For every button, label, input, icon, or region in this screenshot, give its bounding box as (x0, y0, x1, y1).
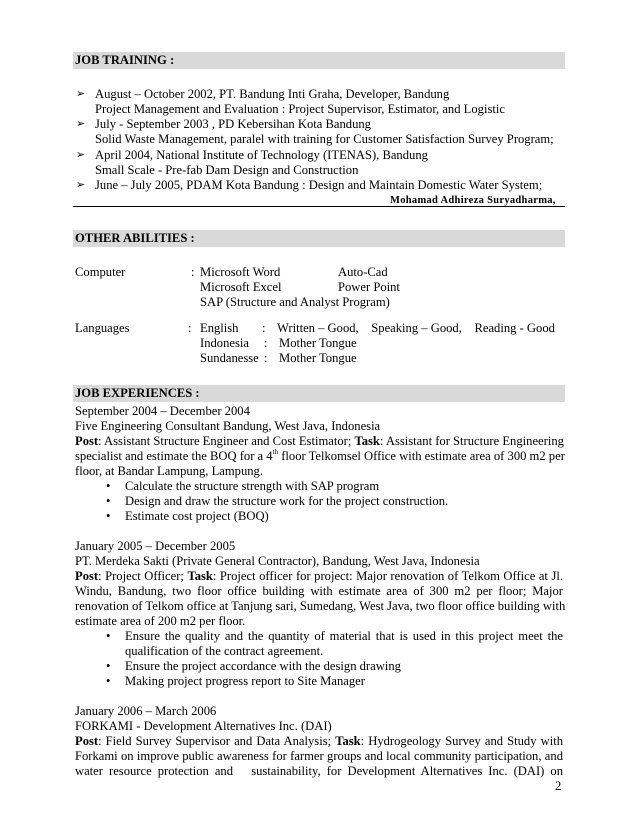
exp1-line2a: specialist and estimate the BOQ for a 4 (75, 449, 273, 463)
language-name: Indonesia (200, 336, 249, 350)
job-experiences-heading: JOB EXPERIENCES : (75, 386, 200, 400)
training-item-4-line1: June – July 2005, PDAM Kota Bandung : Design and Maintain Domestic Water System; (95, 178, 543, 192)
exp1-line2b: floor Telkomsel Office with estimate area of 300 m2 per (278, 449, 565, 463)
exp2-line4: estimate area of 200 m2 per floor. (75, 614, 246, 628)
bullet-icon: • (106, 494, 111, 508)
post-label: Post (75, 734, 99, 748)
language-name: English (200, 321, 239, 335)
exp1-line2 (75, 449, 563, 464)
exp1-company: Five Engineering Consultant Bandung, West Java, Indonesia (75, 419, 381, 433)
exp2-period: January 2005 – December 2005 (75, 539, 236, 553)
language-sep: : (264, 336, 268, 350)
exp1-superscript: th (272, 448, 279, 456)
task-label: Task (354, 434, 380, 448)
job-experiences-heading-bar (73, 385, 565, 402)
task-text: : Project officer for project: Major renovation of Telkom Office at Jl. (212, 569, 563, 583)
exp1-line3: floor, at Bandar Lampung, Lampung. (75, 464, 264, 478)
bullet-icon: • (106, 659, 111, 673)
exp3-period: January 2006 – March 2006 (75, 704, 217, 718)
exp1-bullet: Design and draw the structure work for the project construction. (125, 494, 449, 508)
divider (73, 206, 565, 207)
post-label: Post (75, 569, 99, 583)
bullet-icon: • (106, 479, 111, 493)
exp2-bullet2: Ensure the project accordance with the design drawing (125, 659, 401, 673)
exp2-bullet1a: Ensure the quality and the quantity of material that is used in this project meet the (125, 629, 563, 643)
languages-label: Languages (75, 321, 130, 335)
exp2-company: PT. Merdeka Sakti (Private General Contractor), Bandung, West Java, Indonesia (75, 554, 480, 568)
exp3-line2: Forkami on improve public awareness for farmer groups and local community participation, and (75, 749, 563, 763)
exp3-line3: water resource protection and sustainability, for Development Alternatives Inc. (DAI) on (75, 764, 563, 778)
arrow-bullet-icon: ➢ (76, 179, 86, 191)
other-abilities-heading: OTHER ABILITIES : (75, 231, 195, 245)
post-text: : Assistant Structure Engineer and Cost Estimator; (98, 434, 355, 448)
arrow-bullet-icon: ➢ (76, 149, 86, 161)
training-item-2-line1: July - September 2003 , PD Kebersihan Kota Bandung (95, 117, 371, 131)
job-training-heading-bar (73, 52, 565, 69)
exp2-bullet3: Making project progress report to Site Manager (125, 674, 365, 688)
task-label: Task (187, 569, 213, 583)
exp1-bullet: Calculate the structure strength with SAP program (125, 479, 380, 493)
exp3-company: FORKAMI - Development Alternatives Inc. (DAI) (75, 719, 332, 733)
computer-skill: SAP (Structure and Analyst Program) (200, 295, 390, 309)
bullet-icon: • (106, 674, 111, 688)
arrow-bullet-icon: ➢ (76, 118, 86, 130)
language-level: Mother Tongue (279, 351, 357, 365)
exp2-post-line (75, 569, 563, 584)
training-item-2-line2: Solid Waste Management, paralel with training for Customer Satisfaction Survey Program; (95, 132, 554, 146)
task-text: : Assistant for Structure Engineering (379, 434, 564, 448)
language-sep: : (262, 321, 266, 335)
language-level: Written – Good, Speaking – Good, Reading - Good (277, 321, 555, 335)
signature-name: Mohamad Adhireza Suryadharma, (390, 195, 556, 206)
language-sep: : (264, 351, 268, 365)
exp2-line3: renovation of Telkom office at Tanjung sari, Sumedang, West Java, two floor office building with (75, 599, 566, 613)
bullet-icon: • (106, 509, 111, 523)
exp2-bullet1b: qualification of the contract agreement. (125, 644, 324, 658)
arrow-bullet-icon: ➢ (76, 88, 86, 100)
other-abilities-heading-bar (73, 230, 565, 247)
computer-skill: Microsoft Word (200, 265, 281, 279)
post-text: : Field Survey Supervisor and Data Analysis; (98, 734, 336, 748)
computer-skill: Power Point (338, 280, 400, 294)
training-item-1-line1: August – October 2002, PT. Bandung Inti Graha, Developer, Bandung (95, 87, 450, 101)
exp1-period: September 2004 – December 2004 (75, 404, 250, 418)
task-text: : Hydrogeology Survey and Study with (360, 734, 564, 748)
exp1-post-line (75, 434, 563, 449)
job-training-heading: JOB TRAINING : (75, 53, 175, 67)
exp2-line2: Windu, Bandung, two floor office building with estimate area of 300 m2 per floor; Major (75, 584, 563, 598)
training-item-3-line1: April 2004, National Institute of Technology (ITENAS), Bandung (95, 148, 428, 162)
computer-skill: Auto-Cad (338, 265, 388, 279)
computer-label: Computer (75, 265, 126, 279)
training-item-1-line2: Project Management and Evaluation : Project Supervisor, Estimator, and Logistic (95, 102, 505, 116)
bullet-icon: • (106, 629, 111, 643)
computer-skill: Microsoft Excel (200, 280, 282, 294)
exp1-bullet: Estimate cost project (BOQ) (125, 509, 269, 523)
page-number: 2 (555, 779, 562, 793)
language-name: Sundanesse (200, 351, 259, 365)
language-level: Mother Tongue (279, 336, 357, 350)
post-text: : Project Officer; (98, 569, 188, 583)
task-label: Task (335, 734, 361, 748)
post-label: Post (75, 434, 99, 448)
training-item-3-line2: Small Scale - Pre-fab Dam Design and Construction (95, 163, 359, 177)
computer-colon: : (191, 265, 195, 279)
exp3-post-line (75, 734, 563, 749)
languages-colon: : (188, 321, 192, 335)
